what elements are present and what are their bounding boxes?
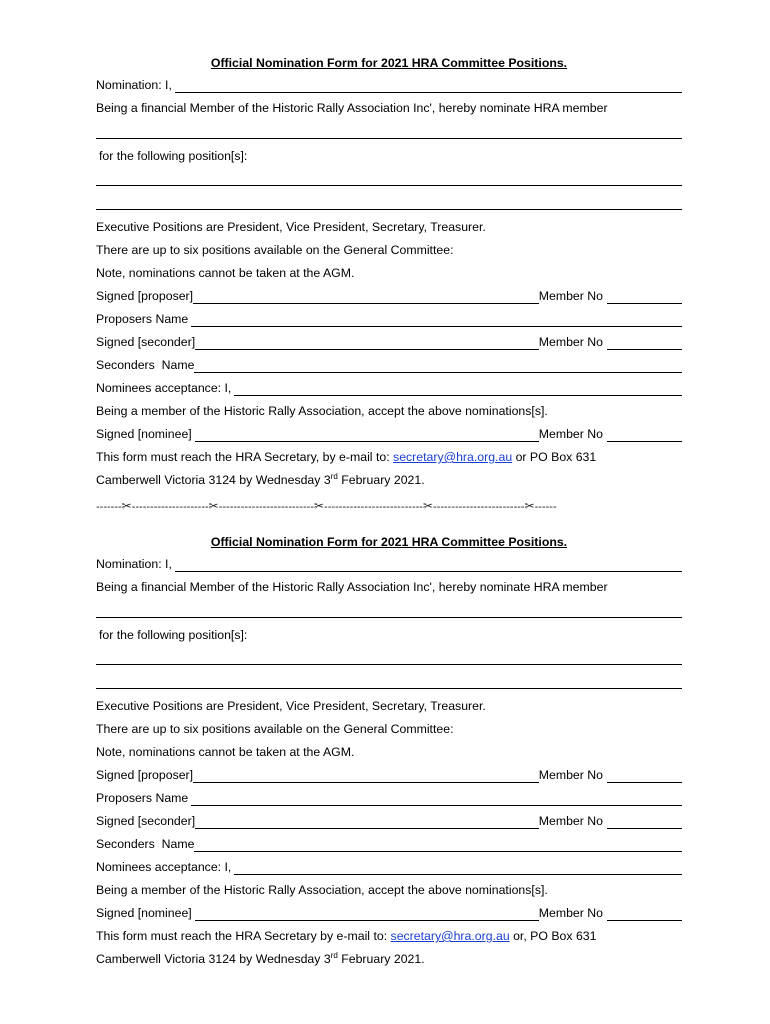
member-no-label: Member No [538,814,603,828]
exec-positions-text: Executive Positions are President, Vice President, Secretary, Treasurer. [96,220,486,234]
proposer-signature-field[interactable] [193,291,539,304]
nominee-signature-field[interactable] [195,429,539,442]
agm-note-text: Note, nominations cannot be taken at the AGM. [96,745,355,759]
submission-row [96,928,682,944]
proposers-name-field[interactable] [191,314,682,327]
positions-row [96,148,682,164]
scissors-icon: ✂ [422,499,433,513]
proposer-member-no-field[interactable] [607,291,682,304]
member-accept-row [96,403,682,419]
proposers-name-field[interactable] [191,793,682,806]
proposers-name-row [96,311,682,327]
agm-note-row [96,265,682,281]
nominee-name-field[interactable] [96,116,682,139]
financial-member-text: Being a financial Member of the Historic Rally Association Inc', hereby nominate HRA member [96,580,608,594]
member-accept-text: Being a member of the Historic Rally Association, accept the above nominations[s]. [96,883,548,897]
signed-nominee-label: Signed [nominee] [96,427,192,441]
general-committee-text: There are up to six positions available on the General Committee: [96,243,454,257]
nominee-acceptance-row [96,859,682,875]
seconder-signature-row [96,813,682,829]
nomination-row [96,77,682,93]
general-committee-text: There are up to six positions available on the General Committee: [96,722,454,736]
seconders-name-label: Seconders Name [96,358,195,372]
po-box-text: or, PO Box 631 [513,929,597,943]
financial-member-row [96,579,682,595]
dash-segment: ------- [96,501,122,513]
positions-field-2[interactable] [96,665,682,689]
nominee-acceptance-field[interactable] [234,862,682,875]
ordinal-suffix: rd [330,951,338,960]
dash-segment: -------------------------- [218,501,314,513]
cut-line [96,497,682,515]
address-text [96,472,425,488]
nominee-member-no-field[interactable] [607,429,682,442]
member-no-label: Member No [538,906,603,920]
member-no-label: Member No [538,289,603,303]
scissors-icon: ✂ [313,499,325,513]
po-box-text: or PO Box 631 [515,450,597,464]
agm-note-text: Note, nominations cannot be taken at the AGM. [96,266,355,280]
seconder-member-no-field[interactable] [607,816,682,829]
exec-positions-row [96,219,682,235]
proposers-name-label: Proposers Name [96,791,189,805]
address-row [96,951,682,967]
financial-member-row [96,100,682,116]
proposer-signature-row [96,288,682,304]
nomination-label: Nomination: I, [96,557,172,571]
nominator-name-field[interactable] [175,559,682,572]
nominee-name-field[interactable] [96,595,682,618]
dash-segment: --------------------- [131,501,209,513]
nominee-acceptance-field[interactable] [234,383,682,396]
nominees-acceptance-label: Nominees acceptance: I, [96,860,232,874]
positions-row [96,627,682,643]
financial-member-text: Being a financial Member of the Historic Rally Association Inc', hereby nominate HRA member [96,101,608,115]
email-link[interactable]: secretary@hra.org.au [390,929,510,943]
member-no-label: Member No [538,335,603,349]
scissors-icon: ✂ [121,499,132,513]
positions-label: for the following position[s]: [99,149,248,163]
exec-positions-text: Executive Positions are President, Vice President, Secretary, Treasurer. [96,699,486,713]
positions-label: for the following position[s]: [99,628,248,642]
member-accept-row [96,882,682,898]
member-accept-text: Being a member of the Historic Rally Association, accept the above nominations[s]. [96,404,548,418]
seconder-signature-field[interactable] [195,337,539,350]
nominees-acceptance-label: Nominees acceptance: I, [96,381,232,395]
nominee-signature-row [96,905,682,921]
seconders-name-field[interactable] [194,839,682,852]
address-row [96,472,682,488]
signed-proposer-label: Signed [proposer] [96,768,194,782]
nomination-form-2 [96,534,682,967]
dash-segment: ------------------------- [433,501,525,513]
seconders-name-field[interactable] [194,360,682,373]
seconders-name-label: Seconders Name [96,837,195,851]
general-committee-row [96,242,682,258]
nominator-name-field[interactable] [175,80,682,93]
scissors-icon: ✂ [524,499,535,513]
nominee-signature-field[interactable] [195,908,539,921]
address-post: February 2021. [337,952,425,966]
email-link[interactable]: secretary@hra.org.au [393,450,513,464]
form-title: Official Nomination Form for 2021 HRA Committee Positions. [210,535,568,549]
nomination-form-1 [96,55,682,488]
seconder-member-no-field[interactable] [607,337,682,350]
form-title: Official Nomination Form for 2021 HRA Committee Positions. [210,56,568,70]
agm-note-row [96,744,682,760]
address-post: February 2021. [337,473,425,487]
nomination-row [96,556,682,572]
exec-positions-row [96,698,682,714]
submission-text [96,449,596,465]
proposer-signature-row [96,767,682,783]
member-no-label: Member No [538,427,603,441]
nomination-label: Nomination: I, [96,78,172,92]
nominee-acceptance-row [96,380,682,396]
proposers-name-label: Proposers Name [96,312,189,326]
address-text [96,951,425,967]
nominee-signature-row [96,426,682,442]
nominee-member-no-field[interactable] [607,908,682,921]
submission-text [96,928,596,944]
member-no-label: Member No [538,768,603,782]
seconder-signature-field[interactable] [195,816,539,829]
signed-seconder-label: Signed [seconder] [96,335,196,349]
general-committee-row [96,721,682,737]
signed-proposer-label: Signed [proposer] [96,289,194,303]
dash-segment: ------ [534,501,557,513]
ordinal-suffix: rd [330,472,338,481]
positions-field-2[interactable] [96,186,682,210]
seconders-name-row [96,836,682,852]
dash-segment: --------------------------- [324,501,423,513]
address-pre: Camberwell Victoria 3124 by Wednesday 3 [96,473,331,487]
proposer-signature-field[interactable] [193,770,539,783]
seconders-name-row [96,357,682,373]
signed-nominee-label: Signed [nominee] [96,906,192,920]
proposers-name-row [96,790,682,806]
positions-field-1[interactable] [96,643,682,665]
address-pre: Camberwell Victoria 3124 by Wednesday 3 [96,952,331,966]
proposer-member-no-field[interactable] [607,770,682,783]
reach-text: This form must reach the HRA Secretary, by e-mail to: [96,450,390,464]
scissors-icon: ✂ [208,499,219,513]
submission-row [96,449,682,465]
seconder-signature-row [96,334,682,350]
signed-seconder-label: Signed [seconder] [96,814,196,828]
reach-text: This form must reach the HRA Secretary by e-mail to: [96,929,388,943]
positions-field-1[interactable] [96,164,682,186]
